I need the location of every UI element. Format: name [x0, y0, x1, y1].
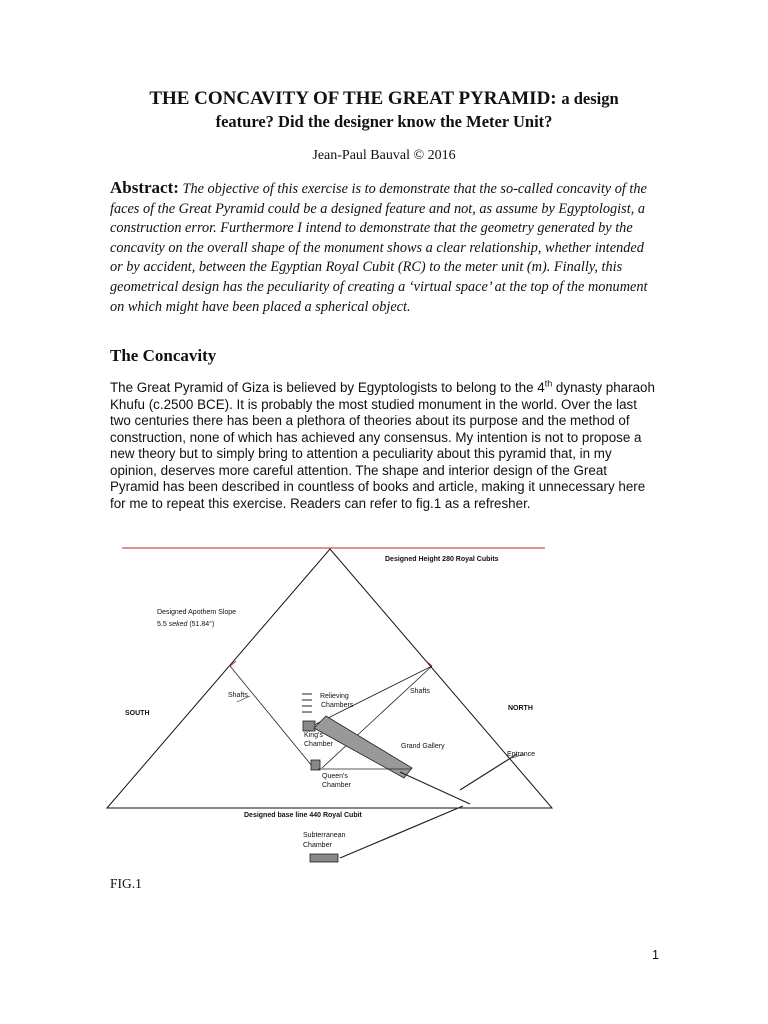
subterranean-label-2: Chamber	[303, 842, 332, 849]
slope-value: 5.5 seked (51.84°)	[157, 621, 215, 628]
kings-chamber	[303, 721, 315, 731]
height-label: Designed Height 280 Royal Cubits	[385, 556, 499, 563]
south-label: SOUTH	[125, 710, 150, 717]
south-shaft	[230, 666, 312, 766]
grand-gallery-label: Grand Gallery	[401, 743, 445, 750]
figure-caption: FIG.1	[110, 876, 142, 891]
kings-label-1: King's	[304, 732, 323, 739]
abstract-text-2: creating a ‘virtual space’ at the top of the monument on which might have been placed a spherical object.	[110, 278, 648, 315]
section-paragraph	[110, 380, 658, 512]
abstract-block	[110, 178, 658, 317]
abstract-label: Abstract:	[110, 178, 179, 197]
author-line: Jean-Paul Bauval © 2016	[312, 148, 456, 163]
base-label: Designed base line 440 Royal Cubit	[244, 812, 362, 819]
queens-chamber	[311, 760, 320, 770]
north-label: NORTH	[508, 705, 533, 712]
kings-label-2: Chamber	[304, 741, 333, 748]
descending-passage	[460, 754, 517, 790]
relieving-label-1: Relieving	[320, 693, 349, 700]
slope-label: Designed Apothem Slope	[157, 609, 236, 616]
para-part-1: The Great Pyramid of Giza is believed by Egyptologists to belong to the 4	[110, 380, 545, 395]
queens-label-2: Chamber	[322, 782, 351, 789]
page-number: 1	[652, 948, 659, 962]
shafts-left-label: Shafts	[228, 692, 248, 699]
paper-title-main: THE CONCAVITY OF THE GREAT PYRAMID:	[149, 88, 557, 109]
paper-title-line-2: feature? Did the designer know the Meter Unit?	[215, 112, 553, 131]
paper-title-line-1	[0, 88, 768, 110]
subterranean-label-1: Subterranean	[303, 832, 346, 839]
pyramid-figure	[100, 540, 560, 870]
para-superscript: th	[544, 378, 553, 389]
relieving-label-2: Chambers	[321, 702, 354, 709]
entrance-label: Entrance	[507, 751, 536, 758]
ascending-passage	[400, 772, 470, 804]
para-part-2: dynasty pharaoh Khufu (c.2500 BCE). It is probably the most studied monument in the world. Over the last two centuries there has been a plethora of theories about its purpose and the method of construction, none of which has achieved any consensus. My intention is not to propose a new theory but to simply bring to attention a peculiarity about this pyramid that, in my opinion, deserves more careful attention. The shape and interior design of the Great Pyramid has been described in countless of books and article, making it unnecessary here for me to repeat this exercise. Readers can refer to fig.1 as a refresher.	[110, 380, 655, 511]
abstract-text-1: The objective of this exercise is to demonstrate that the so-called concavity of the faces of the Great Pyramid could be a designed feature and not, as assume by Egyptologist, a construction error. Furthermore I intend to demonstrate that the geometry generated by the concavity on the overall shape of the monument shows a clear relationship, whether intended or by accident, between the Egyptian Royal Cubit (RC) to the meter unit (m). Finally, this geometrical design has the peculiarity of	[110, 181, 647, 295]
subterranean-chamber	[310, 854, 338, 862]
section-heading: The Concavity	[110, 346, 217, 365]
shafts-right-label: Shafts	[410, 688, 430, 695]
paper-title-tail: a design	[561, 89, 619, 108]
relieving-chambers	[302, 694, 312, 712]
queens-label-1: Queen's	[322, 773, 348, 780]
